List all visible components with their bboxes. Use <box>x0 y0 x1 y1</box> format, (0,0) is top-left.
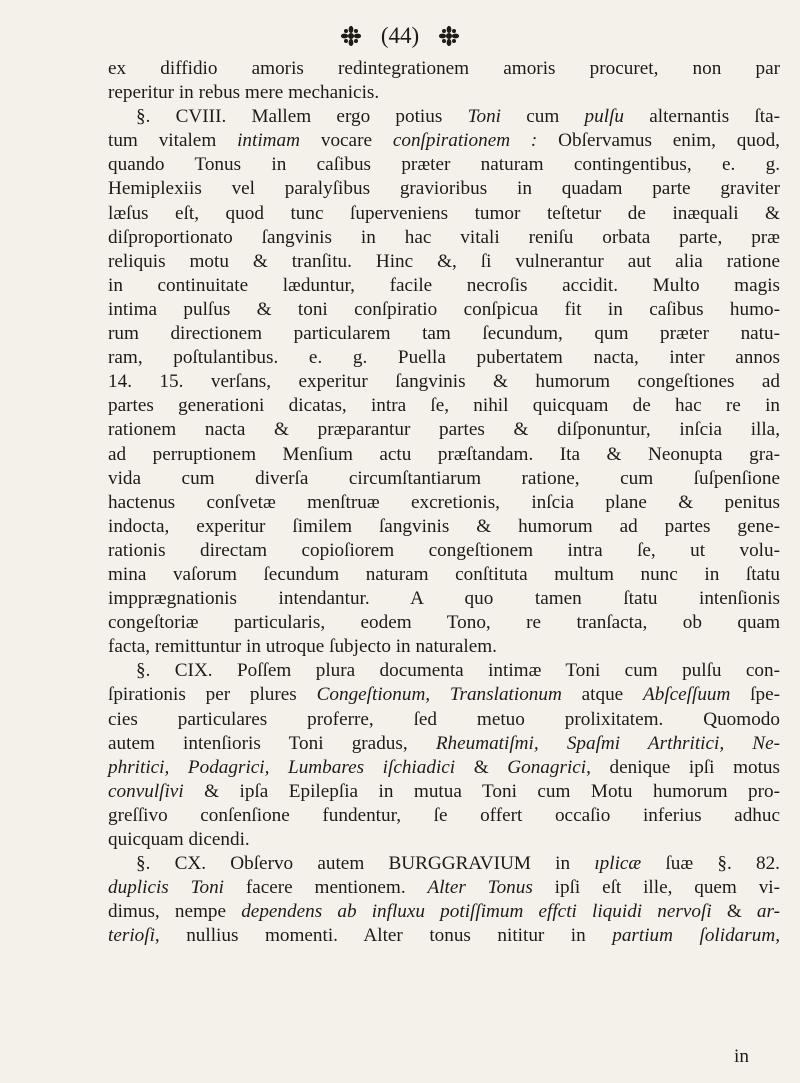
text-line: ad perruptionem Menſium actu præſtandam. Ita & Neonupta gra- <box>108 443 780 465</box>
text-line: rationem nacta & præparantur partes & diſponuntur, inſcia illa, <box>108 419 780 441</box>
text-segment: §. CVIII. Mallem ergo potius <box>136 106 468 128</box>
text-segment: §. CIX. Poſſem plura documenta intimæ Toni cum pulſu con- <box>136 660 780 682</box>
italic-segment: Gonagrici <box>507 756 587 778</box>
italic-segment: Toni <box>467 106 502 128</box>
catchword: in <box>734 1046 749 1067</box>
text-line: cies particulares proferre, ſed metuo prolixitatem. Quomodo <box>108 708 780 730</box>
italic-segment: dependens ab influxu potiſſimum effcti liquidi nervoſi <box>241 901 712 923</box>
text-line: greſſivo conſenſione fundentur, ſe offert occaſio inferius adhuc <box>108 804 780 826</box>
italic-segment: duplicis Toni <box>108 877 225 899</box>
text-line: impprægnationis intendantur. A quo tamen ſtatu intenſionis <box>108 588 780 610</box>
text-segment: , nullius momenti. Alter tonus nititur in <box>154 925 613 947</box>
text-line: indocta, experitur ſimilem ſangvinis & humorum ad partes gene- <box>108 515 780 537</box>
text-line: in continuitate læduntur, facile necroſis accidit. Multo magis <box>108 274 780 296</box>
text-line <box>108 780 780 804</box>
text-line: ram, poſtulantibus. e. g. Puella pubertatem nacta, inter annos <box>108 347 780 369</box>
text-line: partes generationi dicatas, intra ſe, nihil quicquam de hac re in <box>108 395 780 417</box>
body-text <box>108 57 780 948</box>
text-segment: & <box>455 756 508 778</box>
text-line <box>108 105 780 129</box>
italic-segment: terioſi <box>108 925 155 947</box>
italic-segment: phritici, Podagrici, Lumbares iſchiadici <box>108 756 456 778</box>
text-segment: & <box>711 901 757 923</box>
text-line: quicquam dicendi. <box>108 829 250 850</box>
text-segment: tum vitalem <box>108 130 238 152</box>
text-segment: & ipſa Epilepſia in mutua Toni cum Motu humorum pro- <box>183 780 780 802</box>
italic-segment: ıplicæ <box>594 853 642 875</box>
italic-segment: intimam <box>237 130 300 152</box>
text-line: reperitur in rebus mere mechanicis. <box>108 82 380 104</box>
page-header <box>0 18 800 50</box>
text-line: mina vaſorum ſecundum naturam conſtituta multum nunc in ſtatu <box>108 563 780 585</box>
text-line: intima pulſus & toni conſpiratio conſpicua fit in caſibus humo- <box>108 298 780 320</box>
text-line: reliquis motu & tranſitu. Hinc &, ſi vulnerantur aut alia ratione <box>108 250 780 272</box>
text-segment: cum <box>501 106 585 128</box>
text-segment: facere mentionem. <box>224 877 428 899</box>
text-segment: ſpe- <box>730 684 781 706</box>
text-line <box>108 659 780 683</box>
text-line: rum directionem particularem tam ſecundum, qum præter natu- <box>108 323 780 345</box>
text-segment: dimus, nempe <box>108 901 242 923</box>
text-line: facta, remittuntur in utroque ſubjecto in naturalem. <box>108 636 497 658</box>
text-segment: autem intenſioris Toni gradus, <box>108 732 436 754</box>
italic-segment: Abſceſſuum <box>643 684 731 706</box>
text-segment: ſpirationis per plures <box>108 684 317 706</box>
text-line: læſus eſt, quod tunc ſuperveniens tumor teſtetur de inæquali & <box>108 202 780 224</box>
italic-segment: ar- <box>756 901 780 923</box>
text-line: congeſtoriæ particularis, eodem Tono, re tranſacta, ob quam <box>108 612 780 634</box>
text-line: vida cum diverſa circumſtantiarum ratione, cum ſuſpenſione <box>108 467 780 489</box>
text-line <box>108 732 780 756</box>
text-segment: ſuæ §. 82. <box>641 853 780 875</box>
italic-segment: convulſivi <box>108 780 184 802</box>
fleuron-ornament-icon <box>438 25 460 47</box>
italic-segment: Alter Tonus <box>427 877 533 899</box>
text-segment: vocare <box>300 130 393 152</box>
text-segment: atque <box>561 684 643 706</box>
text-segment: ipſi eſt ille, quem vi- <box>532 877 781 899</box>
text-line <box>108 900 780 924</box>
text-segment: §. CX. Obſervo autem BURGGRAVIUM in <box>136 853 595 875</box>
text-line: diſproportionato ſangvinis in hac vitali reniſu orbata parte, præ <box>108 226 780 248</box>
italic-segment: pulſu <box>584 106 624 128</box>
text-line <box>108 129 780 153</box>
italic-segment: conſpirationem : <box>392 130 538 152</box>
text-line: quando Tonus in caſibus præter naturam contingentibus, e. g. <box>108 154 780 176</box>
text-segment: , denique ipſi motus <box>586 756 780 778</box>
text-segment: Obſervamus enim, quod, <box>537 130 780 152</box>
italic-segment: Congeſtionum, Translationum <box>316 684 562 706</box>
text-line <box>108 924 780 948</box>
text-line: 14. 15. verſans, experitur ſangvinis & humorum congeſtiones ad <box>108 371 780 393</box>
italic-segment: partium ſolidarum, <box>612 925 780 947</box>
text-line <box>108 756 780 780</box>
text-line <box>108 876 780 900</box>
italic-segment: Rheumatiſmi, Spaſmi Arthritici, Ne- <box>435 732 780 754</box>
text-line: hactenus conſvetæ menſtruæ excretionis, inſcia plane & penitus <box>108 491 780 513</box>
text-line: ex diffidio amoris redintegrationem amoris procuret, non par <box>108 58 780 79</box>
text-segment: alternantis ſta- <box>624 106 780 128</box>
text-line <box>108 683 780 707</box>
text-line: Hemiplexiis vel paralyſibus gravioribus in quadam parte graviter <box>108 178 780 200</box>
text-line: rationis directam copioſiorem congeſtionem intra ſe, ut volu- <box>108 539 780 561</box>
text-line <box>108 852 780 876</box>
page-number: (44) <box>380 22 420 48</box>
fleuron-ornament-icon <box>340 25 362 47</box>
